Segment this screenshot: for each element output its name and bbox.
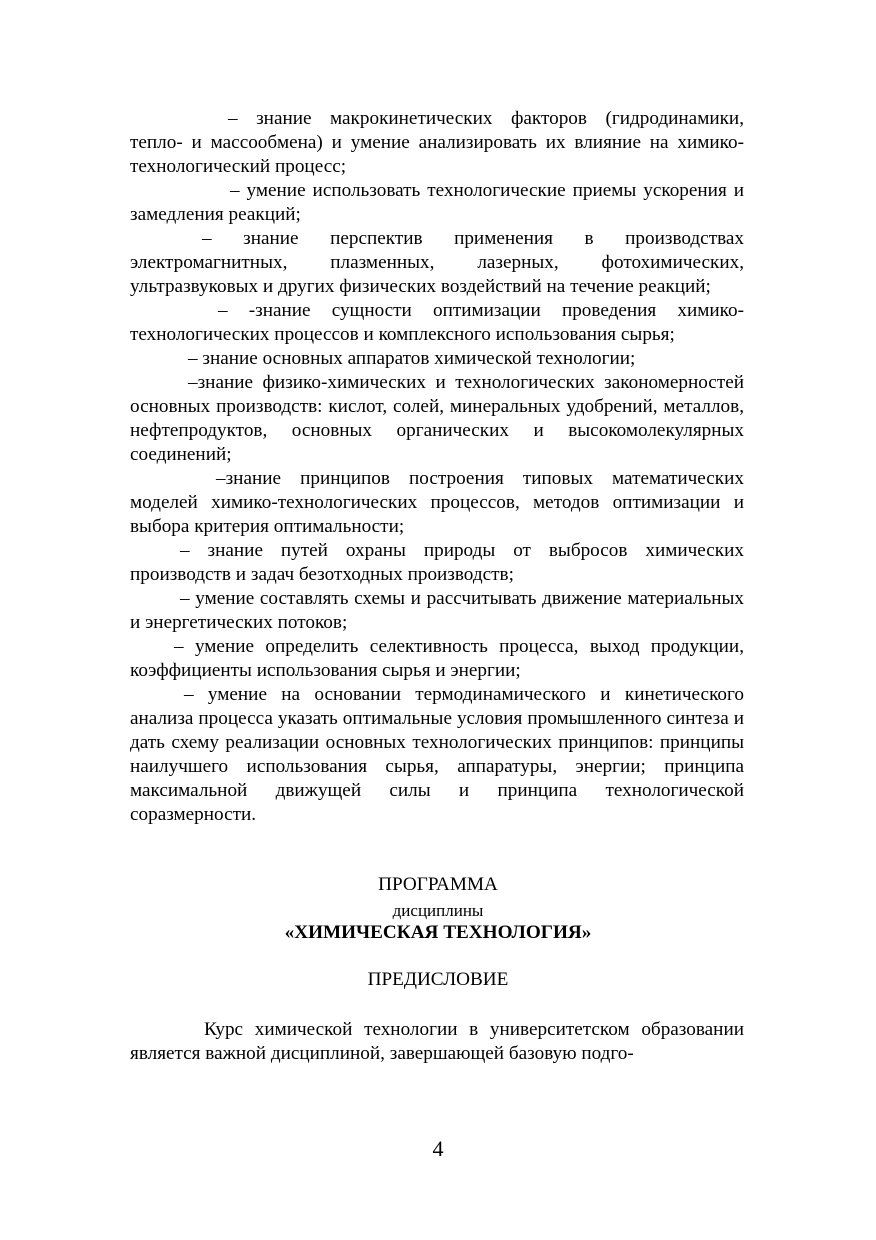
competency-item: – знание перспектив применения в производствах электромагнитных, плазменных, лазерных, фотохимических, ультразвуковых и других физических воздействий на течение реакций;	[130, 228, 744, 297]
preface-paragraph: Курс химической технологии в университетском образовании является важной дисциплиной, завершающей базовую подго-	[130, 1019, 744, 1064]
program-heading: ПРОГРАММА	[378, 874, 498, 895]
program-subheading: дисциплины	[392, 901, 484, 920]
competency-item: – умение использовать технологические приемы ускорения и замедления реакций;	[130, 180, 744, 225]
competency-item: –знание принципов построения типовых математических моделей химико-технологических процессов, методов оптимизации и выбора критерия оптимальности;	[130, 468, 744, 537]
competency-item: – умение на основании термодинамического и кинетического анализа процесса указать оптимальные условия промышленного синтеза и дать схему реализации основных технологических принципов: принципы наилучшего использования сырья, аппаратуры, энергии; принципа максимальной движущей силы и принципа технологической соразмерности.	[130, 684, 744, 825]
preface-heading: ПРЕДИСЛОВИЕ	[367, 969, 509, 990]
competency-item: – -знание сущности оптимизации проведения химико-технологических процессов и комплексного использования сырья;	[130, 300, 744, 345]
page-number: 4	[432, 1136, 444, 1161]
preface-section	[130, 1018, 744, 1066]
competency-item: – знание путей охраны природы от выбросов химических производств и задач безотходных производств;	[130, 540, 744, 585]
competency-item: – умение определить селективность процесса, выход продукции, коэффициенты использования сырья и энергии;	[130, 636, 744, 681]
competency-item: – знание макрокинетических факторов (гидродинамики, тепло- и массообмена) и умение анализировать их влияние на химико-технологический процесс;	[130, 108, 744, 177]
competency-item: – умение составлять схемы и рассчитывать движение материальных и энергетических потоков;	[130, 588, 744, 633]
program-title: «ХИМИЧЕСКАЯ ТЕХНОЛОГИЯ»	[284, 922, 592, 943]
competency-item: –знание физико-химических и технологических закономерностей основных производств: кислот, солей, минеральных удобрений, металлов, нефтепродуктов, основных органических и высокомолекулярных соединений;	[130, 372, 744, 465]
competency-list	[130, 107, 744, 827]
competency-item: – знание основных аппаратов химической технологии;	[188, 348, 636, 369]
